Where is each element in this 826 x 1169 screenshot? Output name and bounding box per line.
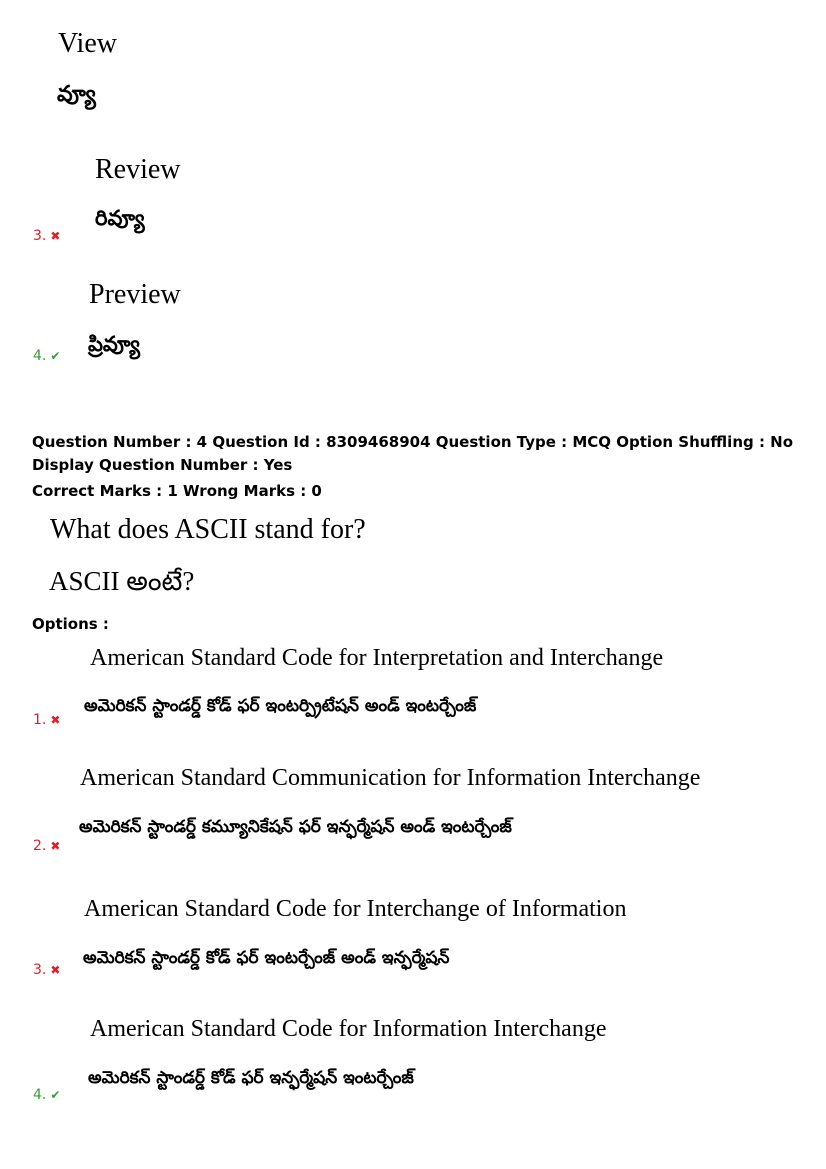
- prev-option2-text-te: వ్యూ: [57, 82, 96, 107]
- option3-marker: [33, 962, 60, 978]
- prev-option4-text-en: Preview: [89, 279, 181, 310]
- option4-marker: [33, 1087, 60, 1103]
- option2-marker: [33, 838, 60, 854]
- option1-marker: [33, 712, 60, 728]
- prev-option3-marker: [33, 228, 60, 244]
- option2-text-te: అమెరికన్ స్టాండర్డ్ కమ్యూనికేషన్ ఫర్ ఇన్ఫర్మేషన్ అండ్ ఇంటర్చేంజ్: [79, 817, 512, 837]
- prev-option2-text-en: View: [58, 28, 117, 59]
- question-text-te: ASCII అంటే?: [49, 566, 195, 596]
- check-icon: ✔: [50, 349, 61, 363]
- option-number: 2.: [33, 838, 47, 854]
- option-number: 4.: [33, 348, 47, 364]
- option1-text-te: అమెరికన్ స్టాండర్డ్ కోడ్ ఫర్ ఇంటర్ప్రిటేషన్ అండ్ ఇంటర్చేంజ్: [84, 696, 477, 716]
- option3-text-en: American Standard Code for Interchange of Information: [84, 896, 627, 922]
- option4-text-te: అమెరికన్ స్టాండర్డ్ కోడ్ ఫర్ ఇన్ఫర్మేషన్ ఇంటర్చేంజ్: [88, 1068, 414, 1088]
- cross-icon: ✖: [50, 963, 61, 977]
- option2-text-en: American Standard Communication for Information Interchange: [80, 765, 701, 791]
- option4-text-en: American Standard Code for Information Interchange: [90, 1016, 607, 1042]
- option-number: 1.: [33, 712, 47, 728]
- prev-option3-text-te: రివ్యూ: [95, 206, 145, 230]
- check-icon: ✔: [50, 1088, 61, 1102]
- cross-icon: ✖: [50, 713, 61, 727]
- option-number: 3.: [33, 962, 47, 978]
- prev-option4-marker: [33, 348, 60, 364]
- option1-text-en: American Standard Code for Interpretation and Interchange: [90, 645, 664, 671]
- question-text-en: What does ASCII stand for?: [50, 514, 366, 545]
- question-meta-line1: Question Number : 4 Question Id : 8309468904 Question Type : MCQ Option Shuffling : No: [32, 433, 794, 451]
- option-number: 4.: [33, 1087, 47, 1103]
- cross-icon: ✖: [50, 229, 61, 243]
- option3-text-te: అమెరికన్ స్టాండర్డ్ కోడ్ ఫర్ ఇంటర్చేంజ్ అండ్ ఇన్ఫర్మేషన్: [83, 948, 450, 968]
- question-marks: Correct Marks : 1 Wrong Marks : 0: [32, 482, 322, 500]
- prev-option3-text-en: Review: [95, 154, 181, 185]
- question-meta-line2: Display Question Number : Yes: [32, 456, 293, 474]
- options-label: Options :: [32, 615, 109, 633]
- option-number: 3.: [33, 228, 47, 244]
- prev-option4-text-te: ప్రివ్యూ: [88, 332, 141, 356]
- cross-icon: ✖: [50, 839, 61, 853]
